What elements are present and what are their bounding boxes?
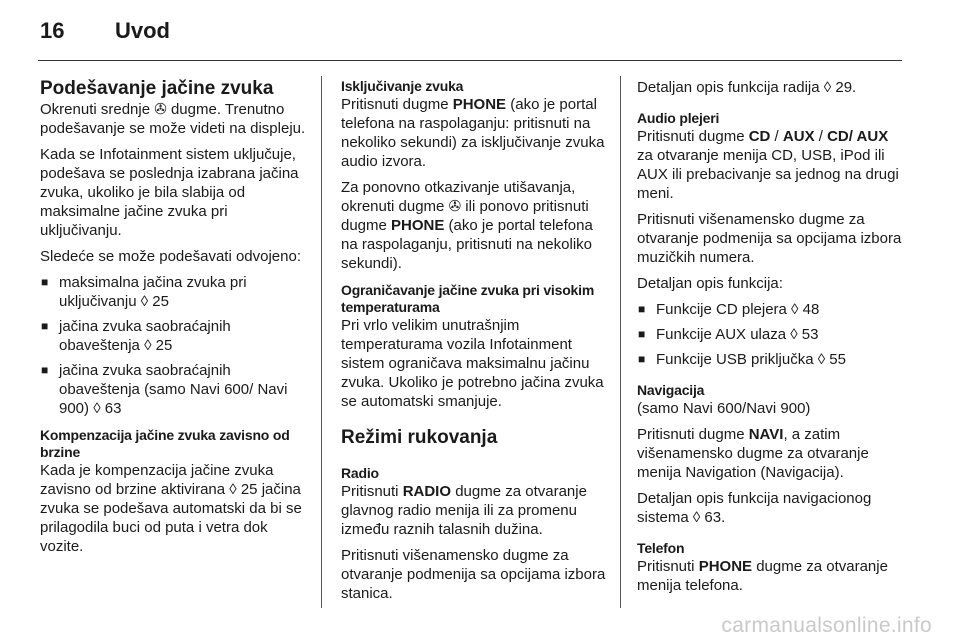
operating-modes-heading: Režimi rukovanja [341,427,498,448]
volume-paragraph-1: Okrenuti srednje ✇ dugme. Trenutno podešavanje se može videti na displeju. [40,101,306,137]
page-header [38,18,922,48]
speed-compensation-paragraph: Kada je kompenzacija jačine zvuka zavisno od brzine aktivirana ◊ 25 jačina zvuka se podešava automatski da bi se prilagodila buci od puta i vetra dok vozite. [40,462,302,555]
navigation-heading: Navigacija [637,382,705,398]
unmute-paragraph: Za ponovno otkazivanje utišavanja, okrenuti dugme ✇ ili ponovo pritisnuti dugme PHONE (ako je portal telefona na raspolaganju, pritisnuti na nekoliko sekundi). [341,179,593,272]
cd-key: CD [748,128,771,145]
audio-function-list [637,300,907,369]
audio-paragraph: Pritisnuti dugme CD / AUX / CD/ AUX za otvaranje menija CD, USB, iPod ili AUX ili prebacivanje sa jednog na drugi meni. [637,128,899,202]
volume-paragraph-3: Sledeće se može podešavati odvojeno: [40,248,302,265]
column-3 [637,78,907,602]
phone-key: PHONE [452,96,507,113]
column-divider-2 [620,76,621,608]
navigation-paragraph-3: Detaljan opis funkcija navigacionog sistema ◊ 63. [637,490,872,526]
column-2 [341,78,609,610]
radio-key: RADIO [402,483,452,500]
audio-paragraph-2: Pritisnuti višenamensko dugme za otvaranje podmenija sa opcijama izbora muzičkih numera. [637,211,902,266]
volume-list [40,273,308,418]
phone-key: PHONE [698,558,753,575]
list-item: ■ jačina zvuka saobraćajnih obaveštenja (samo Navi 600/ Navi 900) ◊ 63 [40,361,308,418]
watermark: carmanualsonline.info [721,614,932,637]
list-item: ■ Funkcije AUX ulaza ◊ 53 [637,325,907,344]
volume-paragraph-2: Kada se Infotainment sistem uključuje, podešava se poslednja izabrana jačina zvuka, ukoliko je bila slabija od maksimalne jačine zvuka pri uključivanju. [40,146,299,239]
temperature-limit-paragraph: Pri vrlo velikim unutrašnjim temperaturama vozila Infotainment sistem ograničava maksimalnu jačinu zvuka. Ukoliko je potrebno jačina zvuka se automatski smanjuje. [341,317,604,410]
navi-key: NAVI [748,426,784,443]
volume-heading: Podešavanje jačine zvuka [40,78,274,99]
radio-paragraph-2: Pritisnuti višenamensko dugme za otvaranje podmenija sa opcijama izbora stanica. [341,547,606,602]
mute-paragraph: Pritisnuti dugme PHONE (ako je portal telefona na raspolaganju: pritisnuti na nekoliko sekundi) za isključivanje zvuka audio izvora. [341,96,605,170]
header-rule [38,60,902,61]
column-1 [40,78,308,563]
phone-heading: Telefon [637,540,685,556]
aux-key: AUX [782,128,815,145]
column-divider-1 [321,76,322,608]
phone-key: PHONE [391,217,445,234]
speed-compensation-heading: Kompenzacija jačine zvuka zavisno od brzine [40,427,290,460]
radio-heading: Radio [341,465,379,481]
list-item: ■ Funkcije USB priključka ◊ 55 [637,350,907,369]
section-title: Uvod [115,18,170,43]
temperature-limit-heading: Ograničavanje jačine zvuka pri visokim temperaturama [341,282,595,315]
radio-reference: Detaljan opis funkcija radija ◊ 29. [637,79,857,96]
navigation-paragraph-2: Pritisnuti dugme NAVI, a zatim višenamensko dugme za otvaranje menija Navigation (Navigacija). [637,426,869,481]
audio-players-heading: Audio plejeri [637,110,720,126]
cd-aux-key: CD/ AUX [827,128,889,145]
audio-paragraph-3: Detaljan opis funkcija: [637,275,783,292]
list-item: ■ jačina zvuka saobraćajnih obaveštenja ◊ 25 [40,317,308,355]
mute-heading: Isključivanje zvuka [341,78,464,94]
navigation-paragraph-1: (samo Navi 600/Navi 900) [637,400,811,417]
page-number: 16 [40,18,65,43]
phone-paragraph: Pritisnuti PHONE dugme za otvaranje menija telefona. [637,558,888,594]
list-item: ■ Funkcije CD plejera ◊ 48 [637,300,907,319]
list-item: ■ maksimalna jačina zvuka pri uključivanju ◊ 25 [40,273,308,311]
radio-paragraph: Pritisnuti RADIO dugme za otvaranje glavnog radio menija ili za promenu između raznih talasnih dužina. [341,483,587,538]
